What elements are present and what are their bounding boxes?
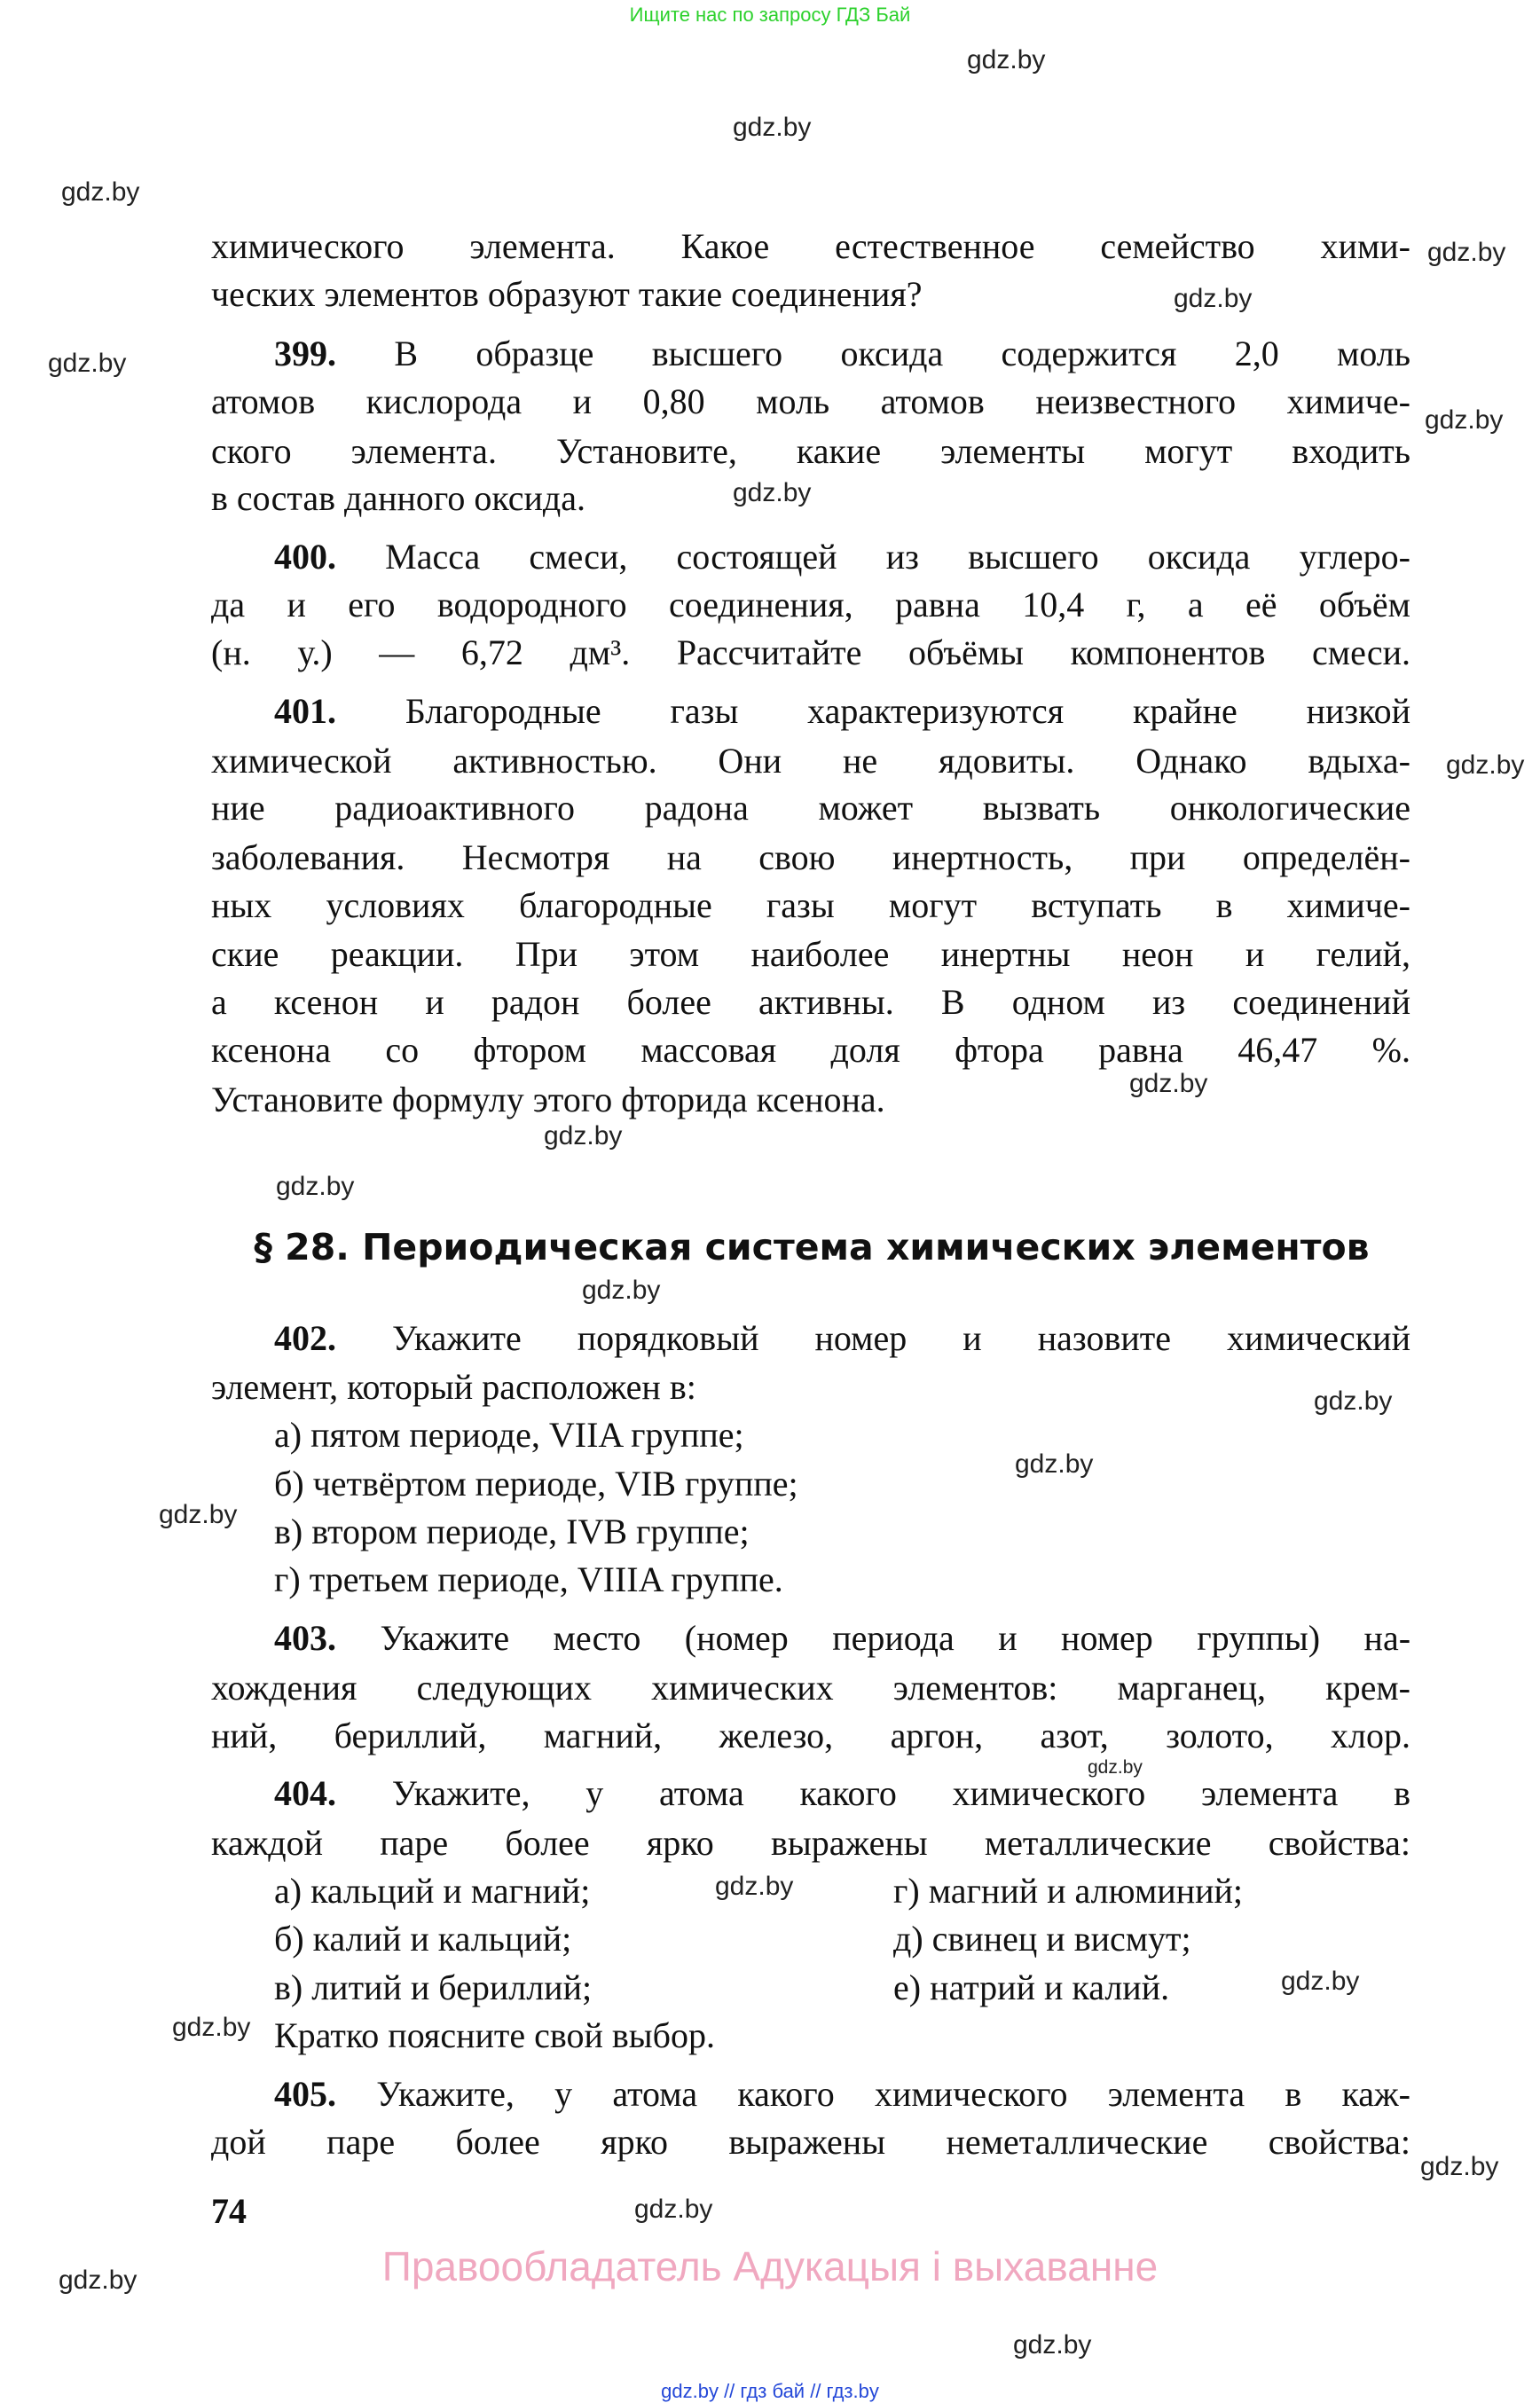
text-line: Кратко поясните свой выбор. <box>274 2015 716 2055</box>
watermark: gdz.by <box>1420 2152 1499 2181</box>
list-item: а) пятом периоде, VIIA группе; <box>274 1415 744 1455</box>
watermark: gdz.by <box>967 45 1046 75</box>
text-line: хождения следующих химических элементов: марганец, крем- <box>211 1668 1410 1708</box>
watermark: gdz.by <box>59 2266 138 2295</box>
text-line: Укажите место (номер периода и номер группы) на- <box>380 1618 1410 1658</box>
text-line: да и его водородного соединения, равна 10,4 г, а её объём <box>211 585 1410 624</box>
list-item: в) втором периоде, IVB группе; <box>274 1512 750 1551</box>
list-item: а) кальций и магний; <box>274 1871 591 1911</box>
text-line: химического элемента. Какое естественное семейство хими- <box>211 226 1410 266</box>
problem-number: 399. <box>274 334 336 373</box>
text-line: ческих элементов образуют такие соединения? <box>211 274 923 314</box>
watermark: gdz.by <box>172 2013 251 2042</box>
problem-404-line <box>274 1770 1410 1818</box>
copyright-notice: Правообладатель Адукацыя і выхаванне <box>381 2243 1159 2289</box>
problem-number: 400. <box>274 537 336 577</box>
problem-399-line <box>274 330 1410 378</box>
section-heading: § 28. Периодическая система химических элементов <box>254 1226 1370 1268</box>
text-line: в состав данного оксида. <box>211 478 586 518</box>
problem-number: 405. <box>274 2074 336 2114</box>
watermark: gdz.by <box>733 478 812 507</box>
page-number: 74 <box>211 2191 247 2231</box>
watermark: gdz.by <box>276 1172 355 1201</box>
text-line: а ксенон и радон более активны. В одном из соединений <box>211 982 1410 1022</box>
text-line: химической активностью. Они не ядовиты. Однако вдыха- <box>211 741 1410 781</box>
text-line: каждой паре более ярко выражены металлические свойства: <box>211 1823 1410 1863</box>
footer-links[interactable]: gdz.by // гдз бай // гдз.by <box>661 2380 879 2402</box>
text-line: заболевания. Несмотря на свою инертность, при определён- <box>211 837 1410 877</box>
problem-400-line <box>274 533 1410 581</box>
watermark: gdz.by <box>733 113 812 142</box>
text-line: элемент, который расположен в: <box>211 1367 696 1407</box>
search-banner: Ищите нас по запросу ГДЗ Бай <box>629 4 911 26</box>
problem-number: 403. <box>274 1618 336 1658</box>
list-item: б) четвёртом периоде, VIB группе; <box>274 1464 798 1504</box>
text-line: ского элемента. Установите, какие элементы могут входить <box>211 431 1410 471</box>
list-item: е) натрий и калий. <box>893 1967 1170 2007</box>
text-line: ские реакции. При этом наиболее инертны неон и гелий, <box>211 934 1410 974</box>
watermark: gdz.by <box>61 177 140 207</box>
watermark: gdz.by <box>1174 284 1253 313</box>
text-line: Укажите, у атома какого химического элемента в каж- <box>376 2074 1410 2114</box>
text-line: Установите формулу этого фторида ксенона. <box>211 1080 885 1119</box>
problem-405-line <box>274 2070 1410 2118</box>
text-line: ксенона со фтором массовая доля фтора равна 46,47 %. <box>211 1030 1410 1070</box>
problem-number: 401. <box>274 691 336 731</box>
list-item: г) третьем периоде, VIIIA группе. <box>274 1559 783 1599</box>
list-item: в) литий и бериллий; <box>274 1967 593 2007</box>
text-line: ных условиях благородные газы могут вступать в химиче- <box>211 885 1410 925</box>
watermark: gdz.by <box>1314 1386 1393 1416</box>
watermark: gdz.by <box>48 349 127 378</box>
text-line: Укажите, у атома какого химического элемента в <box>391 1773 1410 1813</box>
problem-403-line <box>274 1614 1410 1662</box>
text-line: дой паре более ярко выражены неметаллические свойства: <box>211 2122 1410 2162</box>
problem-number: 404. <box>274 1773 336 1813</box>
text-line: ние радиоактивного радона может вызвать онкологические <box>211 788 1410 828</box>
watermark: gdz.by <box>1281 1967 1360 1996</box>
watermark: gdz.by <box>1425 405 1504 435</box>
text-line: атомов кислорода и 0,80 моль атомов неизвестного химиче- <box>211 381 1410 421</box>
list-item: г) магний и алюминий; <box>893 1871 1244 1911</box>
watermark: gdz.by <box>634 2195 713 2224</box>
problem-402-line <box>274 1315 1410 1362</box>
problem-401-line <box>274 687 1410 735</box>
watermark: gdz.by <box>1013 2330 1092 2360</box>
watermark: gdz.by <box>1427 238 1506 267</box>
text-line: Масса смеси, состоящей из высшего оксида углеро- <box>385 537 1410 577</box>
text-line: Благородные газы характеризуются крайне низкой <box>405 691 1410 731</box>
watermark: gdz.by <box>1015 1449 1094 1479</box>
watermark: gdz.by <box>544 1121 623 1150</box>
text-line: (н. у.) — 6,72 дм³. Рассчитайте объёмы компонентов смеси. <box>211 632 1410 672</box>
list-item: б) калий и кальций; <box>274 1919 572 1959</box>
text-line: В образце высшего оксида содержится 2,0 моль <box>394 334 1410 373</box>
watermark: gdz.by <box>1446 750 1525 780</box>
watermark: gdz.by <box>1129 1069 1208 1098</box>
watermark: gdz.by <box>1088 1757 1143 1778</box>
watermark: gdz.by <box>159 1500 238 1529</box>
list-item: д) свинец и висмут; <box>893 1919 1191 1959</box>
watermark: gdz.by <box>715 1872 794 1901</box>
problem-number: 402. <box>274 1318 336 1358</box>
text-line: ний, бериллий, магний, железо, аргон, азот, золото, хлор. <box>211 1716 1410 1755</box>
text-line: Укажите порядковый номер и назовите химический <box>392 1318 1410 1358</box>
watermark: gdz.by <box>582 1276 661 1305</box>
